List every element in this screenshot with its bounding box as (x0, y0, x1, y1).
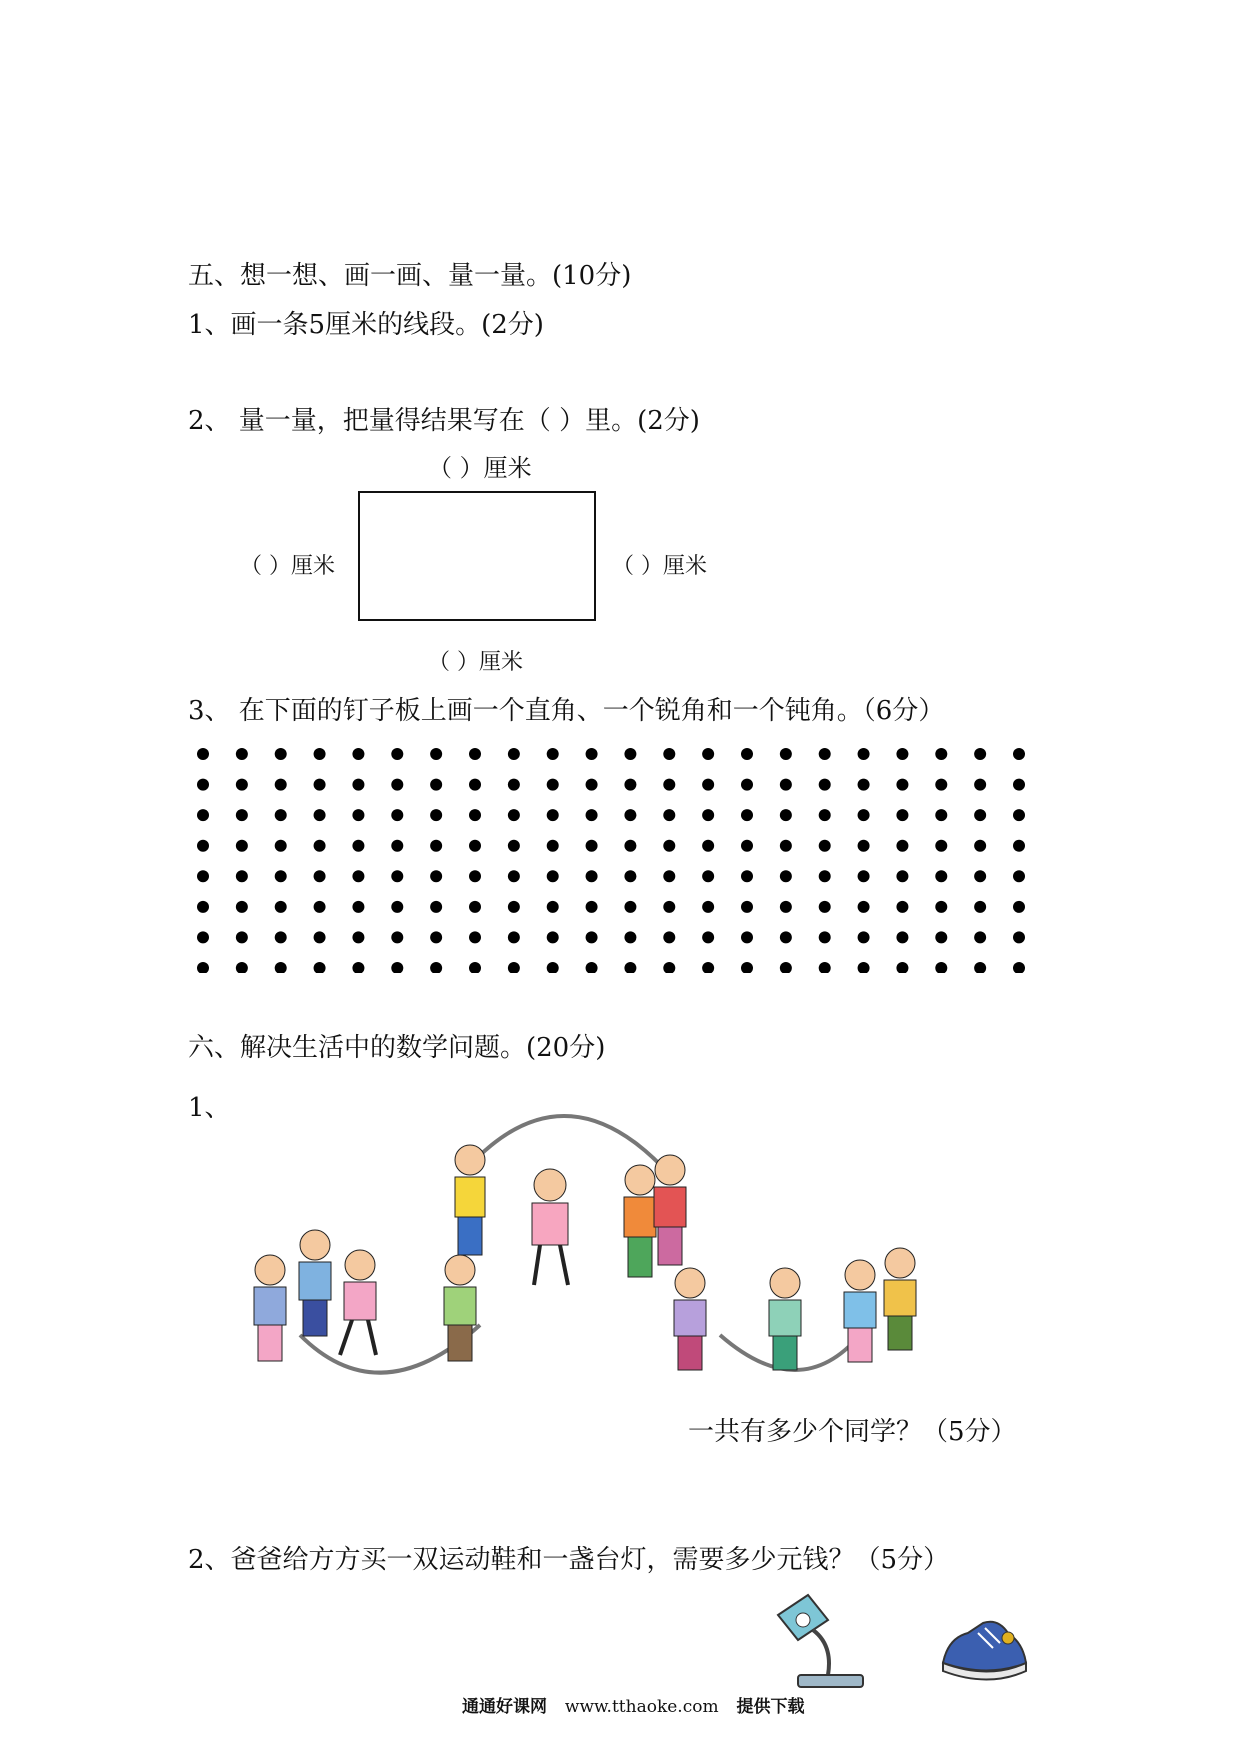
nail-dot (314, 809, 326, 821)
nail-dot (974, 809, 986, 821)
nail-dot (624, 901, 636, 913)
nail-dot (197, 840, 209, 852)
kid-figure (884, 1248, 916, 1350)
nail-dot (508, 962, 520, 973)
nail-dot (974, 931, 986, 943)
nail-dot (314, 931, 326, 943)
nail-dot (741, 779, 753, 791)
nail-dot (352, 748, 364, 760)
kid-figure (444, 1255, 476, 1361)
nail-dot (819, 809, 831, 821)
nail-dot (935, 931, 947, 943)
nail-dot (547, 809, 559, 821)
nail-dot (586, 870, 598, 882)
nail-dot (702, 870, 714, 882)
nail-dot (314, 901, 326, 913)
nail-dot (352, 870, 364, 882)
nail-dot (469, 840, 481, 852)
nail-dot (741, 962, 753, 973)
nail-dot (974, 748, 986, 760)
nail-dot (896, 748, 908, 760)
nail-dot (1013, 779, 1025, 791)
nail-dot (275, 870, 287, 882)
nail-dot (702, 840, 714, 852)
nail-dot (624, 779, 636, 791)
nail-dot (430, 870, 442, 882)
nail-dot (430, 779, 442, 791)
nail-dot (586, 840, 598, 852)
nail-dot (547, 748, 559, 760)
nail-dot (858, 779, 870, 791)
nail-dot (702, 962, 714, 973)
nail-dot (741, 809, 753, 821)
nail-dot (586, 809, 598, 821)
sneaker-image (938, 1608, 1033, 1688)
nail-dot (780, 840, 792, 852)
nail-dot (391, 901, 403, 913)
nail-dot (469, 779, 481, 791)
section5-title: 五、想一想、画一画、量一量。(10分) (188, 261, 632, 291)
nail-dot (197, 931, 209, 943)
nail-dot (197, 809, 209, 821)
nail-dot (391, 809, 403, 821)
nail-dot (896, 809, 908, 821)
nail-dot (819, 748, 831, 760)
nail-dot (1013, 840, 1025, 852)
nail-dot (702, 809, 714, 821)
section6-title: 六、解决生活中的数学问题。(20分) (188, 1033, 606, 1063)
nail-dot (896, 962, 908, 973)
nail-dot (314, 748, 326, 760)
nail-dot (314, 962, 326, 973)
nail-dot (858, 748, 870, 760)
nail-board (196, 748, 1026, 973)
nail-dot (935, 748, 947, 760)
nail-dot (236, 748, 248, 760)
nail-dot (352, 901, 364, 913)
nail-dot (974, 779, 986, 791)
footer-url[interactable]: www.tthaoke.com (564, 1697, 719, 1717)
nail-dot (314, 840, 326, 852)
kid-figure (455, 1145, 485, 1255)
nail-dot (275, 809, 287, 821)
nail-dot (352, 931, 364, 943)
label-bottom-length: （ ）厘米 (428, 650, 523, 675)
nail-dot (430, 809, 442, 821)
nail-dot (780, 870, 792, 882)
nail-dot (547, 870, 559, 882)
nail-dot (391, 748, 403, 760)
nail-dot (663, 962, 675, 973)
label-left-length: （ ）厘米 (240, 554, 335, 579)
kid-figure (769, 1268, 801, 1370)
nail-dot (236, 809, 248, 821)
nail-dot (974, 901, 986, 913)
nail-dot (275, 779, 287, 791)
nail-dot (197, 748, 209, 760)
kid-figure (654, 1155, 686, 1265)
nail-dot (469, 901, 481, 913)
nail-dot (858, 931, 870, 943)
nail-dot (352, 779, 364, 791)
nail-dot (391, 962, 403, 973)
nail-dot (508, 901, 520, 913)
section6-q1-number: 1、 (188, 1093, 231, 1123)
label-right-length: （ ）厘米 (612, 554, 707, 579)
nail-dot (624, 840, 636, 852)
nail-dot (236, 962, 248, 973)
nail-dot (547, 901, 559, 913)
nail-dot (663, 901, 675, 913)
nail-dot (663, 840, 675, 852)
nail-dot (197, 901, 209, 913)
nail-dot (586, 779, 598, 791)
nail-dot (275, 840, 287, 852)
nail-dot (780, 779, 792, 791)
nail-dot (702, 779, 714, 791)
nail-dot (469, 931, 481, 943)
nail-dot (780, 931, 792, 943)
nail-dot (896, 931, 908, 943)
nail-dot (547, 962, 559, 973)
nail-dot (741, 748, 753, 760)
nail-dot (1013, 901, 1025, 913)
nail-dot (935, 870, 947, 882)
nail-dot (236, 901, 248, 913)
nail-dot (508, 748, 520, 760)
nail-dot (1013, 748, 1025, 760)
nail-dot (624, 748, 636, 760)
nail-dot (391, 870, 403, 882)
nail-dot (197, 870, 209, 882)
nail-dot (780, 748, 792, 760)
footer-site-name: 通通好课网 (462, 1697, 547, 1717)
nail-dot (741, 840, 753, 852)
nail-dot (663, 809, 675, 821)
kid-figure (340, 1250, 376, 1355)
nail-dot (702, 901, 714, 913)
footer-download: 提供下载 (736, 1697, 805, 1717)
nail-dot (819, 901, 831, 913)
nail-dot (819, 931, 831, 943)
kid-figure (254, 1255, 286, 1361)
nail-dot (586, 748, 598, 760)
nail-dot (236, 779, 248, 791)
nail-dot (197, 962, 209, 973)
nail-dot (391, 779, 403, 791)
nail-dot (663, 931, 675, 943)
nail-dot (586, 901, 598, 913)
nail-dot (352, 840, 364, 852)
nail-dot (702, 748, 714, 760)
nail-dot (974, 870, 986, 882)
nail-dot (780, 901, 792, 913)
nail-dot (275, 901, 287, 913)
nail-dot (275, 962, 287, 973)
nail-dot (858, 962, 870, 973)
nail-dot (1013, 809, 1025, 821)
nail-dot (314, 870, 326, 882)
nail-dot (586, 931, 598, 943)
nail-dot (780, 809, 792, 821)
nail-dot (974, 840, 986, 852)
nail-dot (663, 870, 675, 882)
nail-dot (819, 962, 831, 973)
nail-dot (547, 779, 559, 791)
nail-dot (858, 901, 870, 913)
nail-dot (741, 901, 753, 913)
nail-dot (547, 840, 559, 852)
section5-q1: 1、画一条5厘米的线段。(2分) (188, 310, 544, 340)
nail-dot (586, 962, 598, 973)
nail-dot (430, 840, 442, 852)
nail-dot (508, 779, 520, 791)
nail-dot (236, 931, 248, 943)
nail-dot (896, 840, 908, 852)
nail-dot (858, 870, 870, 882)
nail-dot (858, 809, 870, 821)
nail-dot (469, 748, 481, 760)
nail-dot (896, 901, 908, 913)
kid-figure (844, 1260, 876, 1362)
nail-dot (663, 779, 675, 791)
nail-dot (314, 779, 326, 791)
nail-dot (508, 809, 520, 821)
section5-q3: 3、 在下面的钉子板上画一个直角、一个锐角和一个钝角。（6分） (188, 696, 945, 726)
kid-figure (532, 1169, 568, 1285)
nail-dot (430, 962, 442, 973)
kid-figure (674, 1268, 706, 1370)
nail-dot (819, 779, 831, 791)
measure-rectangle (358, 491, 596, 621)
nail-dot (197, 779, 209, 791)
kid-figure (299, 1230, 331, 1336)
nail-dot (741, 870, 753, 882)
section6-q2: 2、爸爸给方方买一双运动鞋和一盏台灯，需要多少元钱？（5分） (188, 1545, 950, 1575)
nail-dot (469, 809, 481, 821)
nail-dot (508, 840, 520, 852)
nail-dot (780, 962, 792, 973)
nail-dot (430, 748, 442, 760)
nail-dot (508, 931, 520, 943)
nail-dot (819, 870, 831, 882)
nail-dot (275, 931, 287, 943)
section5-q2: 2、 量一量，把量得结果写在（ ）里。(2分) (188, 406, 700, 436)
nail-dot (935, 779, 947, 791)
nail-dot (391, 931, 403, 943)
nail-dot (1013, 931, 1025, 943)
nail-dot (896, 779, 908, 791)
nail-dot (858, 840, 870, 852)
desk-lamp-image (768, 1590, 878, 1695)
nail-dot (469, 962, 481, 973)
nail-dot (624, 870, 636, 882)
nail-dot (896, 870, 908, 882)
nail-dot (508, 870, 520, 882)
nail-dot (1013, 962, 1025, 973)
nail-dot (663, 748, 675, 760)
nail-dot (275, 748, 287, 760)
nail-dot (236, 840, 248, 852)
nail-dot (935, 901, 947, 913)
nail-dot (352, 809, 364, 821)
nail-dot (352, 962, 364, 973)
nail-dot (819, 840, 831, 852)
nail-dot (430, 931, 442, 943)
nail-dot (547, 931, 559, 943)
nail-dot (624, 931, 636, 943)
nail-dot (741, 931, 753, 943)
nail-dot (935, 809, 947, 821)
nail-dot (469, 870, 481, 882)
section6-q1-question: 一共有多少个同学？（5分） (688, 1417, 1017, 1447)
nail-dot (236, 870, 248, 882)
nail-dot (702, 931, 714, 943)
nail-dot (624, 962, 636, 973)
nail-dot (935, 840, 947, 852)
jump-rope-illustration (240, 1105, 945, 1385)
kid-figure (624, 1165, 656, 1277)
footer-watermark (462, 1692, 817, 1717)
nail-dot (624, 809, 636, 821)
nail-dot (430, 901, 442, 913)
nail-dot (391, 840, 403, 852)
label-top-length: （ ）厘米 (428, 454, 532, 482)
nail-dot (974, 962, 986, 973)
nail-dot (1013, 870, 1025, 882)
nail-dot (935, 962, 947, 973)
